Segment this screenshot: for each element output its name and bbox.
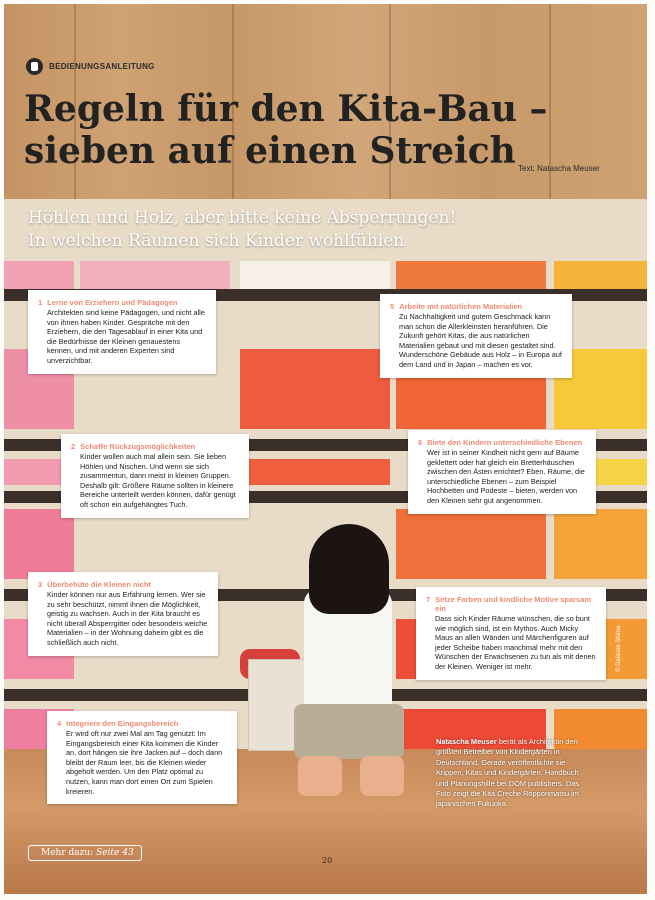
rule-box [408,430,596,514]
page-number: 20 [322,856,333,865]
section-label-text: BEDIENUNGSANLEITUNG [49,62,155,71]
child-leg [298,756,342,796]
author-name: Natascha Meuser [436,737,497,746]
child-leg [360,756,404,796]
rule-box [28,290,216,374]
title-line-2: sieben auf einen Streich [24,130,516,172]
rule-title: 2 Schaffe Rückzugsmöglichkeiten [71,442,196,451]
subheadline [28,207,456,253]
rule-number: 2 [71,442,76,451]
rule-box [61,434,249,518]
rule-box [380,294,572,378]
rule-title: 5 Arbeite mit natürlichen Materialien [390,302,523,311]
rule-body: Dass sich Kinder Räume wünschen, die so bunt wie möglich sind, ist ein Mythos. Auch Micky Maus an allen Wänden und Märchenfiguren auf jeder Scheibe haben manchmal mehr mit den Wünschen der Erwachsenen zu tun als mit denen der Kleinen. Weniger ist mehr. [435,614,596,671]
rule-title: 6 Biete den Kindern unterschiedliche Ebenen [418,438,583,447]
title-line-1: Regeln für den Kita-Bau – [24,88,548,130]
rule-box [28,572,218,656]
rule-body: Er wird oft nur zwei Mal am Tag genutzt: Im Eingangsbereich einer Kita kommen die Kinder an, dort hängen sie ihre Jacken auf – doch dann bleibt der Raum leer, bis die Kleinen wieder abgeholt werden. Um den Platz optimal zu nutzen, kann man dort einen Ort zum Spielen kreieren. [66,729,223,796]
subheadline-line-1: Höhlen und Holz, aber bitte keine Absperrungen! [28,208,457,228]
rule-body: Architekten sind keine Pädagogen, und nicht alle von ihnen haben Kinder. Gespräche mit den Erziehern, die den Tagesablauf in einer Kita und die Bedürfnisse der Kleinen genauestens kennen, und mit anderen Experten sind unverzichtbar. [47,308,205,365]
author-bio-text: berät als Architektin den größten Betreiber von Kindergärten in Deutschland. Gerade veröffentlichte sie Krippen, Kitas und Kindergärten. Handbuch und Planungshilfe bei DOM publishers. Das Foto zeigt die Kita Creche Ropponmatsu im japanischen Fukuoka. [436,737,579,809]
rule-number: 5 [390,302,395,311]
more-link-page: Seite 43 [96,848,134,858]
author-credit: Text: Natascha Meuser [518,164,600,173]
rule-body: Kinder können nur aus Erfahrung lernen. Wer sie zu sehr beschützt, nimmt ihnen die Möglichkeit, geistig zu wachsen. Auch in der Kita braucht es nicht überall Absperrgitter oder besonders weiche Materialien – in der Wohnung daheim gibt es die schließlich auch nicht. [47,590,208,647]
rule-title: 7 Setze Farben und kindliche Motive sparsam ein [426,595,592,613]
rule-body: Wer ist in seiner Kindheit nicht gern auf Bäume geklettert oder hat gleich ein Bretterhäuschen zwischen den Ästen errichtet? Eben. Räume, die unterschiedliche Ebenen – zum Beispiel Hochbetten und Podeste – bieten, werden von den Kleinen sehr gut angenommen. [427,448,585,505]
rule-title: 1 Lerne von Erziehern und Pädagogen [38,298,178,307]
rule-title: 4 Integriere den Eingangsbereich [57,719,179,728]
more-link[interactable] [28,845,142,861]
rule-box [47,711,237,804]
magazine-page [4,4,647,894]
more-link-prefix: Mehr dazu: [41,848,97,858]
child-hair [309,524,389,614]
rule-title: 3 Überbehüte die Kleinen nicht [38,580,151,589]
section-label [26,58,155,75]
rule-number: 1 [38,298,43,307]
page-title [24,88,548,172]
rule-number: 6 [418,438,423,447]
rule-number: 7 [426,595,431,604]
author-bio [436,737,586,810]
rule-number: 4 [57,719,62,728]
rule-box [416,587,606,680]
rule-number: 3 [38,580,43,589]
panel-seam [549,4,551,204]
child-shorts [294,704,404,759]
rule-body: Zu Nachhaltigkeit und gutem Geschmack kann man schon die Allerkleinsten heranführen. Die Zukunft gehört Kitas, die aus natürlichen Materialien gebaut und mit diesen gestaltet sind. Wunderschöne Gebäude aus Holz – in Europa auf dem Land und in Japan – machen es vor. [399,312,562,369]
subheadline-line-2: In welchen Räumen sich Kinder wohlfühlen [28,231,405,251]
photo-credit: © Daisuke Shima [616,625,622,672]
manual-icon [26,58,43,75]
rule-body: Kinder wollen auch mal allein sein. Sie lieben Höhlen und Nischen. Und wenn sie sich zusammentun, dann meist in kleinen Gruppen. Deshalb gilt: Größere Räume sollten in kleinere Bereiche unterteilt werden können, dafür genügt oft schon ein aufgehängtes Tuch. [80,452,236,509]
